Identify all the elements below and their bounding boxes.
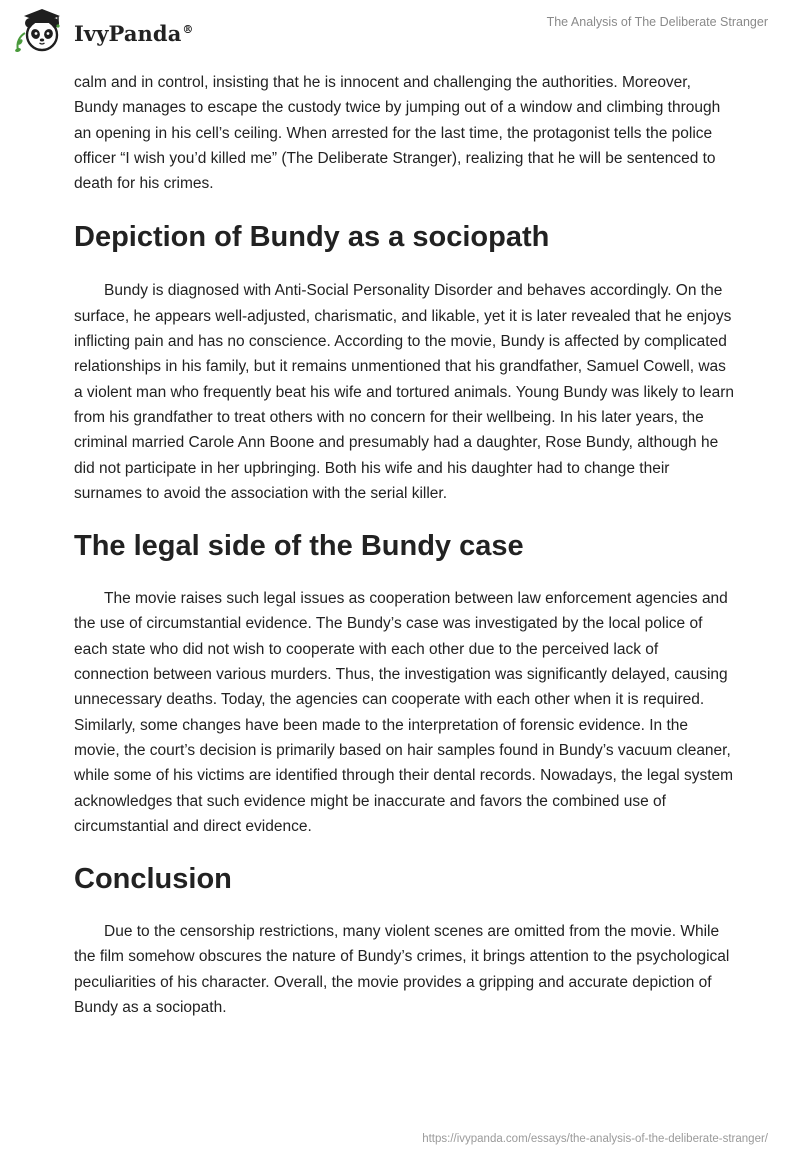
source-url-link[interactable]: https://ivypanda.com/essays/the-analysis-of-the-deliberate-stranger/: [422, 1133, 768, 1145]
document-title: The Analysis of The Deliberate Stranger: [546, 15, 768, 29]
essay-content: [74, 70, 734, 1020]
section-heading-sociopath: Depiction of Bundy as a sociopath: [74, 221, 550, 254]
panda-graduate-icon: [14, 6, 70, 56]
section-paragraph-conclusion: Due to the censorship restrictions, many violent scenes are omitted from the movie. While the film somehow obscures the nature of Bundy’s crimes, it brings attention to the psychological peculiarities of his character. Overall, the movie provides a gripping and accurate depiction of Bundy as a sociopath.: [74, 923, 730, 1017]
registered-mark: ®: [182, 22, 194, 36]
page-header: [0, 0, 800, 70]
section-heading-legal: The legal side of the Bundy case: [74, 530, 524, 563]
ivypanda-logo[interactable]: [14, 6, 194, 56]
brand-name: IvyPanda®: [74, 20, 194, 46]
intro-paragraph: calm and in control, insisting that he is innocent and challenging the authorities. Moreover, Bundy manages to escape the custody twice by jumping out of a window and climbing through an opening in his cell’s ceiling. When arrested for the last time, the protagonist tells the police officer “I wish you’d killed me” (The Deliberate Stranger), realizing that he will be sentenced to death for his crimes.: [74, 74, 721, 193]
section-paragraph-legal: The movie raises such legal issues as cooperation between law enforcement agencies and the use of circumstantial evidence. The Bundy’s case was investigated by the local police of each state who did not wish to cooperate with each other due to the perceived lack of connection between various murders. Thus, the investigation was significantly delayed, causing unnecessary deaths. Today, the agencies can cooperate with each other when it is required. Similarly, some changes have been made to the interpretation of forensic evidence. In the movie, the court’s decision is primarily based on hair samples found in Bundy’s vacuum cleaner, while some of his victims are identified through their dental records. Nowadays, the legal system acknowledges that such evidence might be inaccurate and favors the combined use of circumstantial and direct evidence.: [74, 590, 734, 835]
section-heading-conclusion: Conclusion: [74, 863, 232, 896]
section-paragraph-sociopath: Bundy is diagnosed with Anti-Social Personality Disorder and behaves accordingly. On the surface, he appears well-adjusted, charismatic, and likable, yet it is later revealed that he enjoys inflicting pain and has no conscience. According to the movie, Bundy is affected by complicated relationships in his family, but it remains unmentioned that his grandfather, Samuel Cowell, was a violent man who frequently beat his wife and tortured animals. Young Bundy was likely to learn from his grandfather to treat others with no concern for their wellbeing. In his later years, the criminal married Carole Ann Boone and presumably had a daughter, Rose Bundy, although he did not participate in her upbringing. Both his wife and his daughter had to change their surnames to avoid the association with the serial killer.: [74, 282, 734, 502]
